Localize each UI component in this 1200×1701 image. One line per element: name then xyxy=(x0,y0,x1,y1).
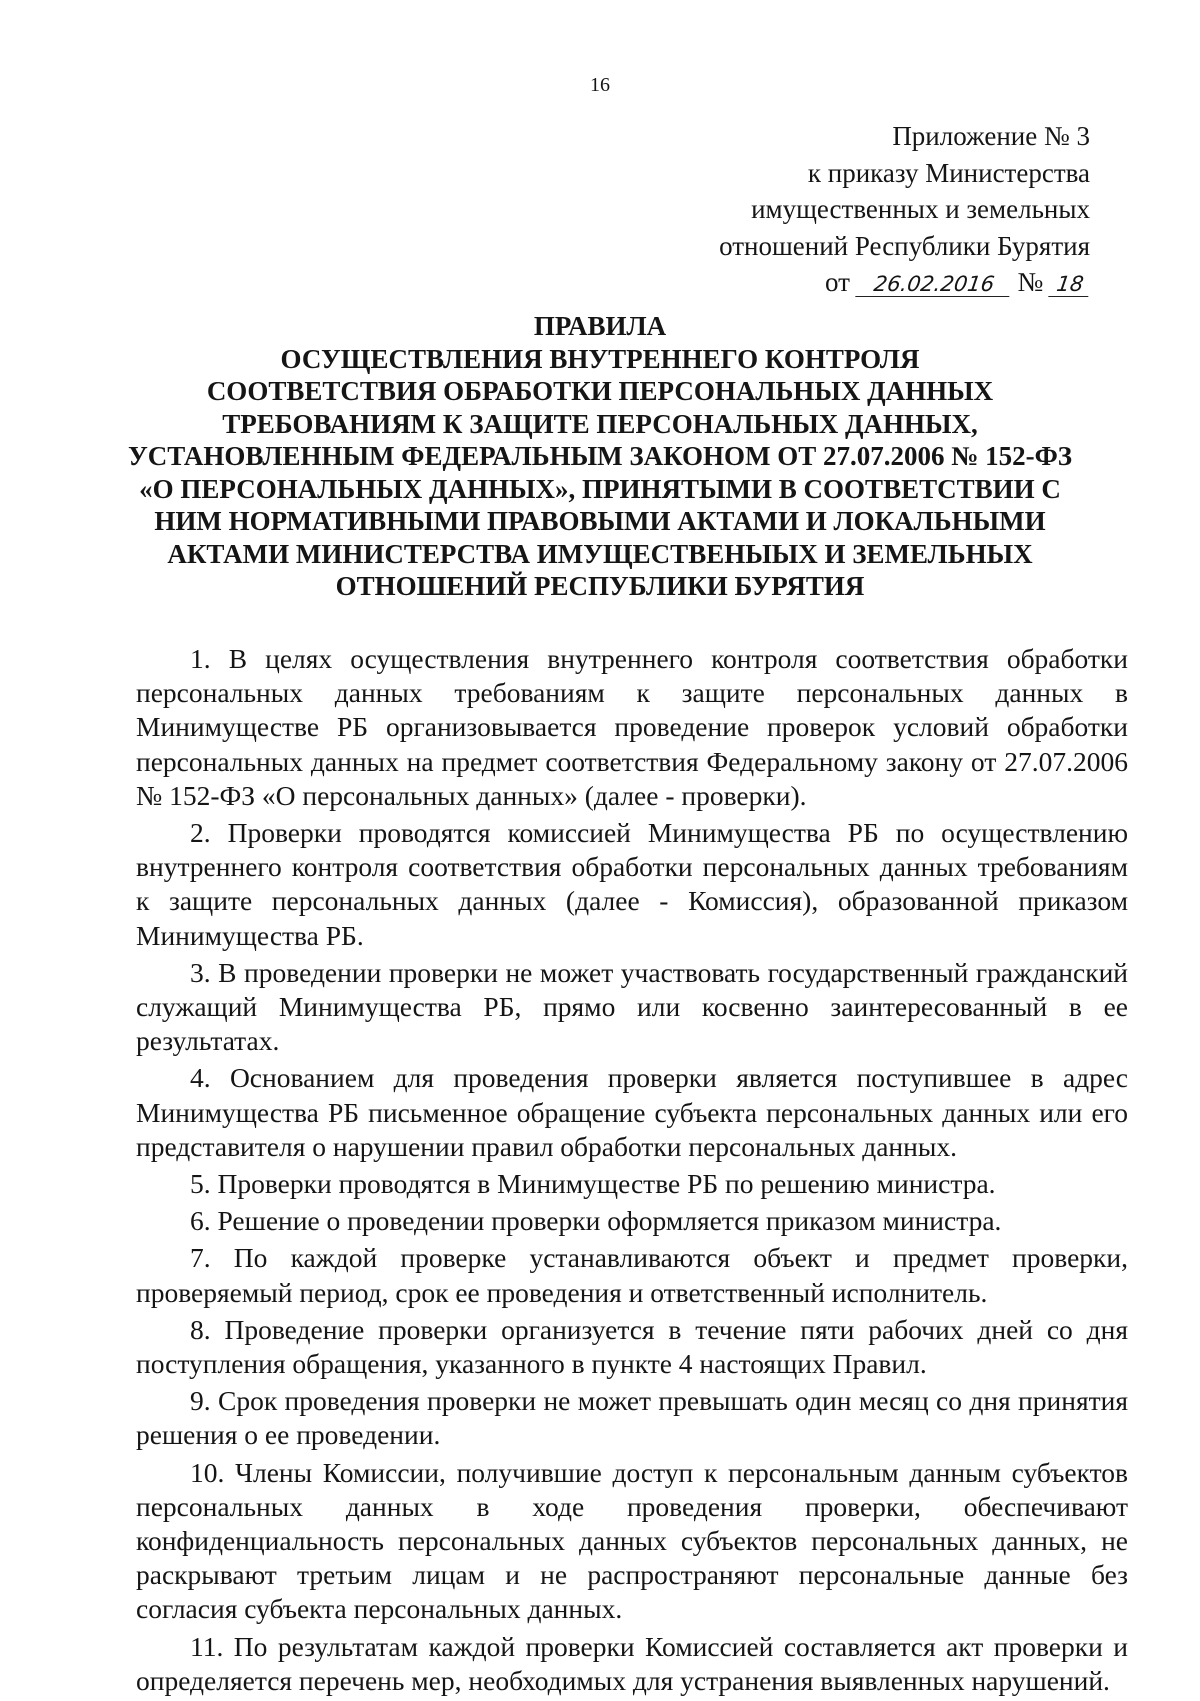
appendix-reference-line-3: отношений Республики Бурятия xyxy=(719,230,1090,261)
text-line: 3. В проведении проверки не может участвовать государственный гражданский xyxy=(190,956,1128,988)
handwritten-date: 26.02.2016 xyxy=(855,272,1013,297)
paragraph-11 xyxy=(136,1630,1128,1698)
from-label: от xyxy=(825,267,850,297)
text-line: 5. Проверки проводятся в Минимуществе РБ по решению министра. xyxy=(190,1168,996,1200)
text-line: Минимущества РБ письменное обращение субъекта персональных данных или его xyxy=(136,1096,1128,1128)
text-line: Минимущества РБ. xyxy=(136,919,364,951)
paragraph-1 xyxy=(136,642,1128,813)
title-line-9: ОТНОШЕНИЙ РЕСПУБЛИКИ БУРЯТИЯ xyxy=(335,571,865,601)
paragraph-2 xyxy=(136,816,1128,953)
title-line-5: УСТАНОВЛЕННЫМ ФЕДЕРАЛЬНЫМ ЗАКОНОМ ОТ 27.07.2006 № 152-ФЗ xyxy=(127,441,1073,471)
appendix-title: Приложение № 3 xyxy=(892,121,1090,151)
text-line: 2. Проверки проводятся комиссией Минимущества РБ по осуществлению xyxy=(190,817,1128,849)
paragraph-3 xyxy=(136,956,1128,1059)
text-line: № 152-ФЗ «О персональных данных» (далее - проверки). xyxy=(136,779,807,811)
text-line: определяется перечень мер, необходимых для устранения выявленных нарушений. xyxy=(136,1664,1110,1696)
text-line: раскрывают третьим лицам и не распространяют персональные данные без xyxy=(136,1559,1128,1591)
number-label: № xyxy=(1017,267,1044,297)
text-line: служащий Минимущества РБ, прямо или косвенно заинтересованный в ее xyxy=(136,991,1128,1023)
title-line-1: ПРАВИЛА xyxy=(533,311,667,341)
text-line: 8. Проведение проверки организуется в течение пяти рабочих дней со дня xyxy=(190,1313,1128,1345)
text-line: 1. В целях осуществления внутреннего контроля соответствия обработки xyxy=(190,643,1128,674)
text-line: 10. Члены Комиссии, получившие доступ к персональным данным субъектов xyxy=(190,1456,1128,1488)
text-line: Минимуществе РБ организовывается проведение проверок условий обработки xyxy=(136,711,1128,743)
paragraph-9 xyxy=(136,1384,1128,1452)
text-line: 6. Решение о проведении проверки оформляется приказом министра. xyxy=(190,1205,1002,1237)
text-line: внутреннего контроля соответствия обработки персональных данных требованиям xyxy=(136,851,1128,883)
appendix-reference-line-1: к приказу Министерства xyxy=(807,157,1090,188)
text-line: результатах. xyxy=(136,1025,280,1057)
text-line: представителя о нарушении правил обработки персональных данных. xyxy=(136,1130,957,1162)
text-line: проверяемый период, срок ее проведения и ответственный исполнитель. xyxy=(136,1276,988,1308)
text-line: 9. Срок проведения проверки не может превышать один месяц со дня принятия xyxy=(190,1385,1128,1417)
paragraph-6 xyxy=(136,1204,1128,1238)
text-line: 11. По результатам каждой проверки Комиссией составляется акт проверки и xyxy=(190,1630,1128,1662)
paragraph-8 xyxy=(136,1313,1128,1381)
paragraph-4 xyxy=(136,1061,1128,1164)
title-line-6: «О ПЕРСОНАЛЬНЫХ ДАННЫХ», ПРИНЯТЫМИ В СООТВЕТСТВИИ С xyxy=(139,473,1061,504)
paragraph-7 xyxy=(136,1241,1128,1309)
title-line-3: СООТВЕТСТВИЯ ОБРАБОТКИ ПЕРСОНАЛЬНЫХ ДАННЫХ xyxy=(206,376,994,406)
paragraph-10 xyxy=(136,1456,1128,1627)
text-line: 7. По каждой проверке устанавливаются объект и предмет проверки, xyxy=(190,1242,1128,1274)
text-line: решения о ее проведении. xyxy=(136,1419,441,1451)
title-line-4: ТРЕБОВАНИЯМ К ЗАЩИТЕ ПЕРСОНАЛЬНЫХ ДАННЫХ, xyxy=(222,408,978,439)
document-title xyxy=(110,310,1090,603)
appendix-date-line xyxy=(719,264,1090,301)
page-number: 16 xyxy=(590,74,610,96)
text-line: поступления обращения, указанного в пункте 4 настоящих Правил. xyxy=(136,1348,927,1380)
appendix-header xyxy=(719,118,1090,301)
title-line-7: НИМ НОРМАТИВНЫМИ ПРАВОВЫМИ АКТАМИ И ЛОКАЛЬНЫМИ xyxy=(154,506,1046,536)
document-body xyxy=(136,642,1128,1701)
title-line-2: ОСУЩЕСТВЛЕНИЯ ВНУТРЕННЕГО КОНТРОЛЯ xyxy=(280,343,920,374)
paragraph-5 xyxy=(136,1167,1128,1201)
appendix-reference-line-2: имущественных и земельных xyxy=(751,194,1090,224)
text-line: 4. Основанием для проведения проверки является поступившее в адрес xyxy=(190,1062,1128,1094)
title-line-8: АКТАМИ МИНИСТЕРСТВА ИМУЩЕСТВЕНЫЫХ И ЗЕМЕЛЬНЫХ xyxy=(167,538,1033,569)
text-line: персональных данных на предмет соответствия Федеральному закону от 27.07.2006 xyxy=(136,745,1128,777)
text-line: персональных данных требованиям к защите персональных данных в xyxy=(136,677,1128,709)
handwritten-number: 18 xyxy=(1048,272,1092,297)
text-line: к защите персональных данных (далее - Комиссия), образованной приказом xyxy=(136,885,1128,917)
text-line: персональных данных в ходе проведения проверки, обеспечивают xyxy=(136,1490,1128,1522)
text-line: конфиденциальность персональных данных субъектов персональных данных, не xyxy=(136,1525,1128,1557)
text-line: согласия субъекта персональных данных. xyxy=(136,1593,623,1625)
